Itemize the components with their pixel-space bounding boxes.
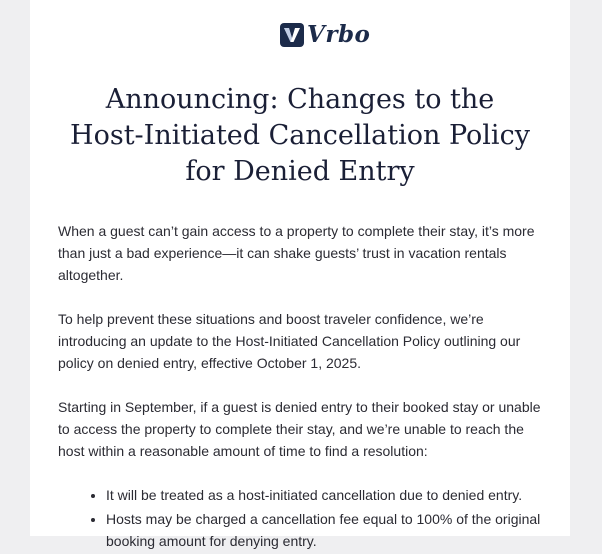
list-item: • Hosts may be charged a cancellation fee equal to 100% of the original booking amount for denying entry.: [106, 508, 550, 552]
vrbo-v-icon: [280, 23, 304, 47]
list-item: • It will be treated as a host-initiated cancellation due to denied entry.: [106, 484, 550, 506]
paragraph: To help prevent these situations and boost traveler confidence, we’re introducing an update to the Host-Initiated Cancellation Policy outlining our policy on denied entry, effective October 1, 2025.: [58, 311, 521, 371]
brand-name: Vrbo: [307, 21, 371, 48]
email-headline: Announcing: Changes to the Host-Initiated Cancellation Policy for Denied Entry: [70, 84, 530, 187]
email-content: [58, 220, 550, 554]
paragraph: When a guest can’t gain access to a property to complete their stay, it’s more than just a bad experience—it can shake guests’ trust in vacation rentals altogether.: [58, 223, 535, 283]
email-body: [30, 0, 570, 549]
paragraph: Starting in September, if a guest is denied entry to their booked stay or unable to access the property to complete their stay, and we’re unable to reach the host within a reasonable amount of time to find a resolution:: [58, 399, 541, 459]
bullet-list: [58, 484, 550, 552]
vrbo-logo[interactable]: [280, 22, 370, 48]
